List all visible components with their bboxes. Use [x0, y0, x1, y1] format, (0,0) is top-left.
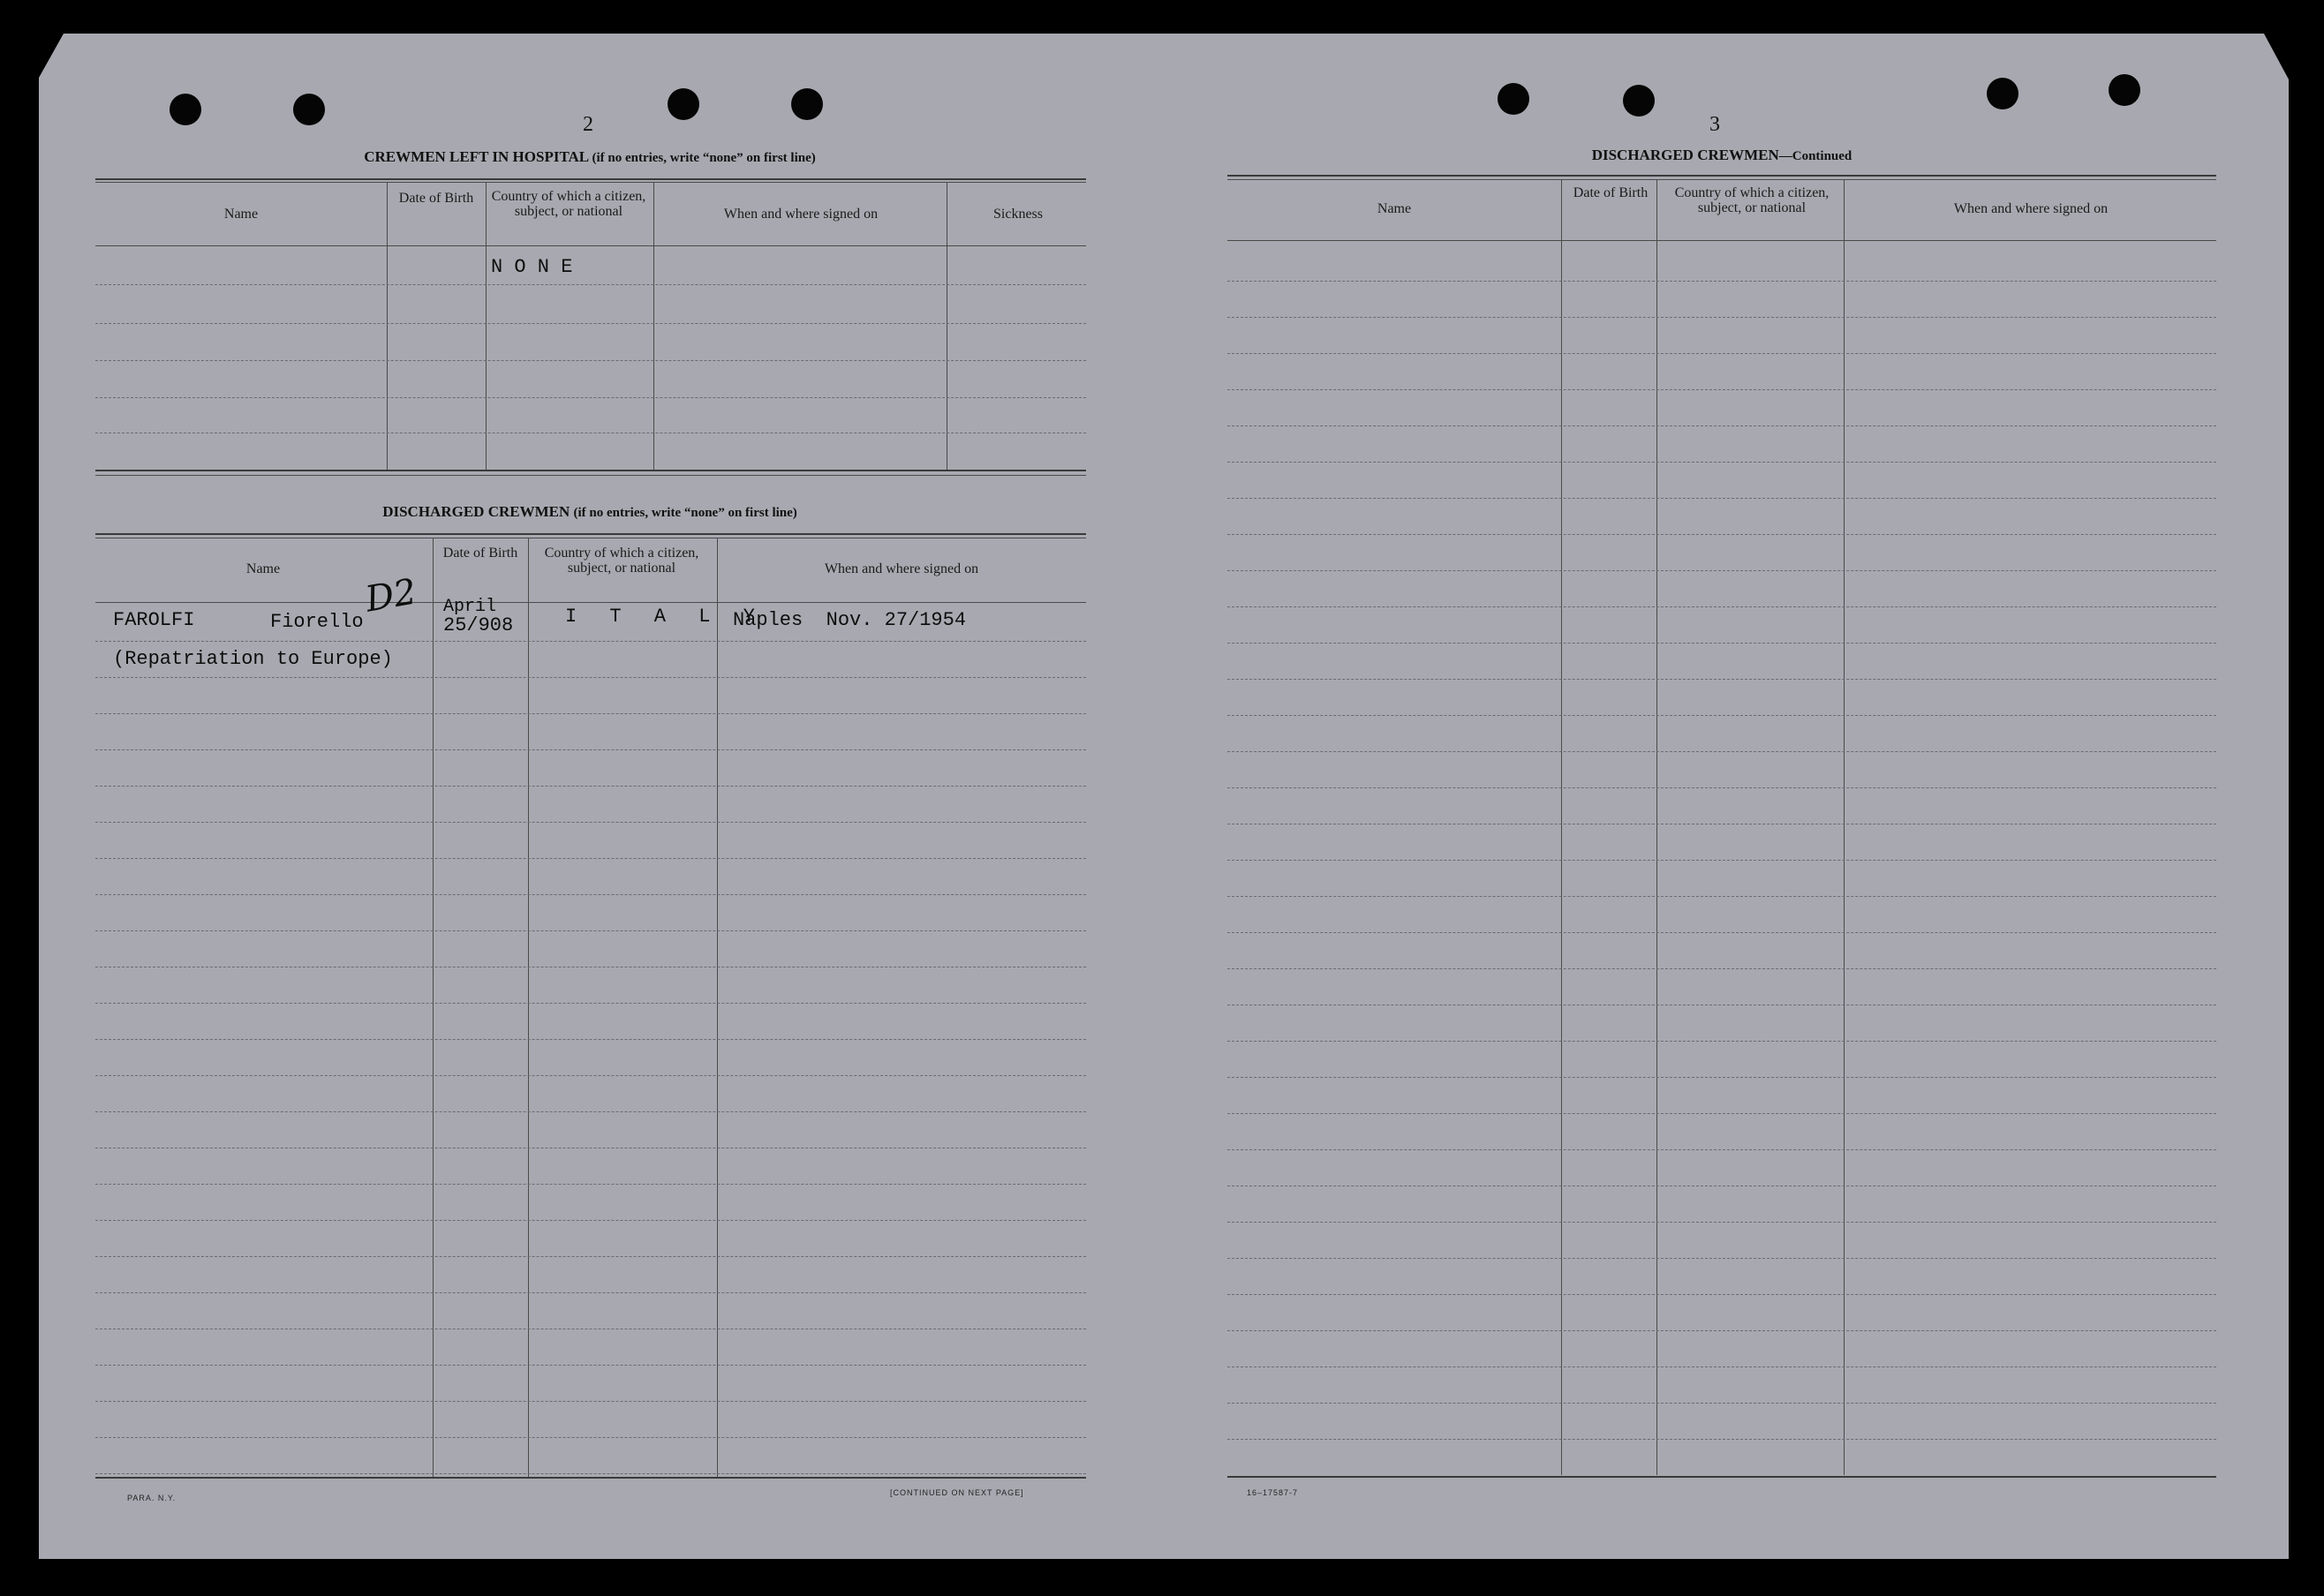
punch-hole [668, 88, 699, 120]
ruled-line [95, 713, 1086, 714]
ruled-line [1227, 896, 2216, 897]
hospital-col-sickness: Sickness [993, 207, 1043, 222]
hospital-title-text: CREWMEN LEFT IN HOSPITAL [364, 148, 589, 165]
hospital-entry-none: N O N E [491, 256, 573, 278]
hospital-row-line [95, 397, 1086, 398]
ruled-line [95, 894, 1086, 895]
hospital-col-signed: When and where signed on [723, 207, 879, 222]
hospital-row-line [95, 360, 1086, 361]
ruled-line [1227, 679, 2216, 680]
ruled-line [95, 677, 1086, 678]
discharged-title-text: DISCHARGED CREWMEN [382, 503, 570, 520]
ruled-line [1227, 1330, 2216, 1331]
ruled-line [95, 1003, 1086, 1004]
crew-note: (Repatriation to Europe) [113, 648, 393, 670]
ruled-line [1227, 534, 2216, 535]
ruled-line [95, 1220, 1086, 1221]
discharged-col-country: Country of which a citizen, subject, or national [544, 546, 699, 576]
hospital-section-title [95, 148, 1084, 166]
crew-surname: FAROLFI [113, 609, 195, 631]
hospital-top-rule-2 [95, 182, 1086, 183]
ruled-line [95, 1256, 1086, 1257]
ruled-line [1227, 570, 2216, 571]
ruled-line [95, 786, 1086, 787]
right-col-dob: Date of Birth [1573, 185, 1649, 200]
page-number-right: 3 [1709, 113, 1720, 136]
punch-hole [2109, 74, 2140, 106]
crew-birth-date: 25/908 [443, 614, 514, 636]
right-title-suffix: —Continued [1778, 149, 1852, 163]
right-col-name: Name [1377, 201, 1412, 216]
ruled-line [95, 1437, 1086, 1438]
right-col-signed: When and where signed on [1953, 201, 2109, 216]
discharged-bottom-rule [95, 1477, 1086, 1479]
right-bottom-rule [1227, 1476, 2216, 1478]
ruled-line [95, 1184, 1086, 1185]
ruled-line [95, 1292, 1086, 1293]
ruled-line [1227, 787, 2216, 788]
hospital-col-dob: Date of Birth [398, 191, 474, 206]
ruled-line [1227, 462, 2216, 463]
ruled-line [1227, 606, 2216, 607]
right-section-title [1227, 147, 2216, 164]
crew-given-name: Fiorello [270, 611, 364, 633]
punch-hole [293, 94, 325, 125]
crew-signed-on: Naples Nov. 27/1954 [733, 609, 967, 631]
right-divider [1656, 179, 1657, 1475]
ruled-line [95, 641, 1086, 642]
discharged-col-signed: When and where signed on [824, 561, 979, 576]
ruled-line [1227, 715, 2216, 716]
ruled-line [1227, 1403, 2216, 1404]
ruled-line [95, 822, 1086, 823]
hospital-header-rule [95, 245, 1086, 246]
punch-hole [791, 88, 823, 120]
ruled-line [1227, 1294, 2216, 1295]
ruled-line [1227, 1366, 2216, 1367]
hospital-col-name: Name [223, 207, 259, 222]
punch-hole [170, 94, 201, 125]
crew-birth-month: April [443, 597, 497, 617]
ruled-line [1227, 643, 2216, 644]
crew-country: I T A L Y [565, 606, 766, 628]
footer-continued: [CONTINUED ON NEXT PAGE] [890, 1488, 1024, 1497]
discharged-section-title [95, 503, 1084, 521]
ruled-line [1227, 1041, 2216, 1042]
ruled-line [95, 749, 1086, 750]
ruled-line [95, 1039, 1086, 1040]
punch-hole [1623, 85, 1655, 117]
discharged-col-name: Name [245, 561, 281, 576]
ruled-line [95, 1075, 1086, 1076]
ruled-line [1227, 389, 2216, 390]
right-header-rule [1227, 240, 2216, 241]
hospital-top-rule [95, 178, 1086, 180]
ruled-line [1227, 498, 2216, 499]
ruled-line [1227, 425, 2216, 426]
right-top-rule-2 [1227, 179, 2216, 180]
punch-hole [1498, 83, 1529, 115]
right-col-country: Country of which a citizen, subject, or national [1674, 185, 1830, 215]
ruled-line [95, 1401, 1086, 1402]
hospital-divider [387, 182, 388, 470]
discharged-top-rule [95, 533, 1086, 535]
ruled-line [1227, 860, 2216, 861]
right-divider [1561, 179, 1562, 1475]
ruled-line [1227, 1439, 2216, 1440]
ruled-line [95, 1111, 1086, 1112]
hospital-row-line [95, 323, 1086, 324]
discharged-divider [717, 538, 718, 1477]
hospital-instruction: (if no entries, write “none” on first line) [592, 151, 816, 165]
discharged-divider [433, 538, 434, 1477]
right-divider [1844, 179, 1845, 1475]
hospital-row-line [95, 284, 1086, 285]
hospital-divider [486, 182, 487, 470]
ruled-line [1227, 1113, 2216, 1114]
ruled-line [1227, 751, 2216, 752]
ruled-line [1227, 968, 2216, 969]
ruled-line [95, 858, 1086, 859]
discharged-col-dob: Date of Birth [442, 546, 518, 561]
footer-form-code: 16–17587-7 [1247, 1488, 1299, 1497]
punch-hole [1987, 78, 2018, 109]
ruled-line [95, 1473, 1086, 1474]
ruled-line [1227, 281, 2216, 282]
hospital-bottom-rule-2 [95, 475, 1086, 476]
ruled-line [95, 930, 1086, 931]
right-title-text: DISCHARGED CREWMEN [1591, 147, 1779, 163]
handwritten-mark: D2 [362, 571, 420, 621]
footer-printer: PARA. N.Y. [127, 1494, 177, 1502]
ruled-line [1227, 1077, 2216, 1078]
hospital-divider [653, 182, 654, 470]
hospital-col-country: Country of which a citizen, subject, or national [491, 189, 646, 219]
right-top-rule [1227, 175, 2216, 177]
discharged-header-rule [95, 602, 1086, 603]
ruled-line [1227, 353, 2216, 354]
ruled-line [1227, 1258, 2216, 1259]
ruled-line [1227, 932, 2216, 933]
discharged-instruction: (if no entries, write “none” on first line) [573, 506, 797, 520]
hospital-bottom-rule [95, 470, 1086, 471]
discharged-divider [528, 538, 529, 1477]
ruled-line [1227, 1222, 2216, 1223]
ruled-line [1227, 317, 2216, 318]
ruled-line [95, 1365, 1086, 1366]
page-number-left: 2 [583, 113, 593, 136]
ruled-line [1227, 1149, 2216, 1150]
